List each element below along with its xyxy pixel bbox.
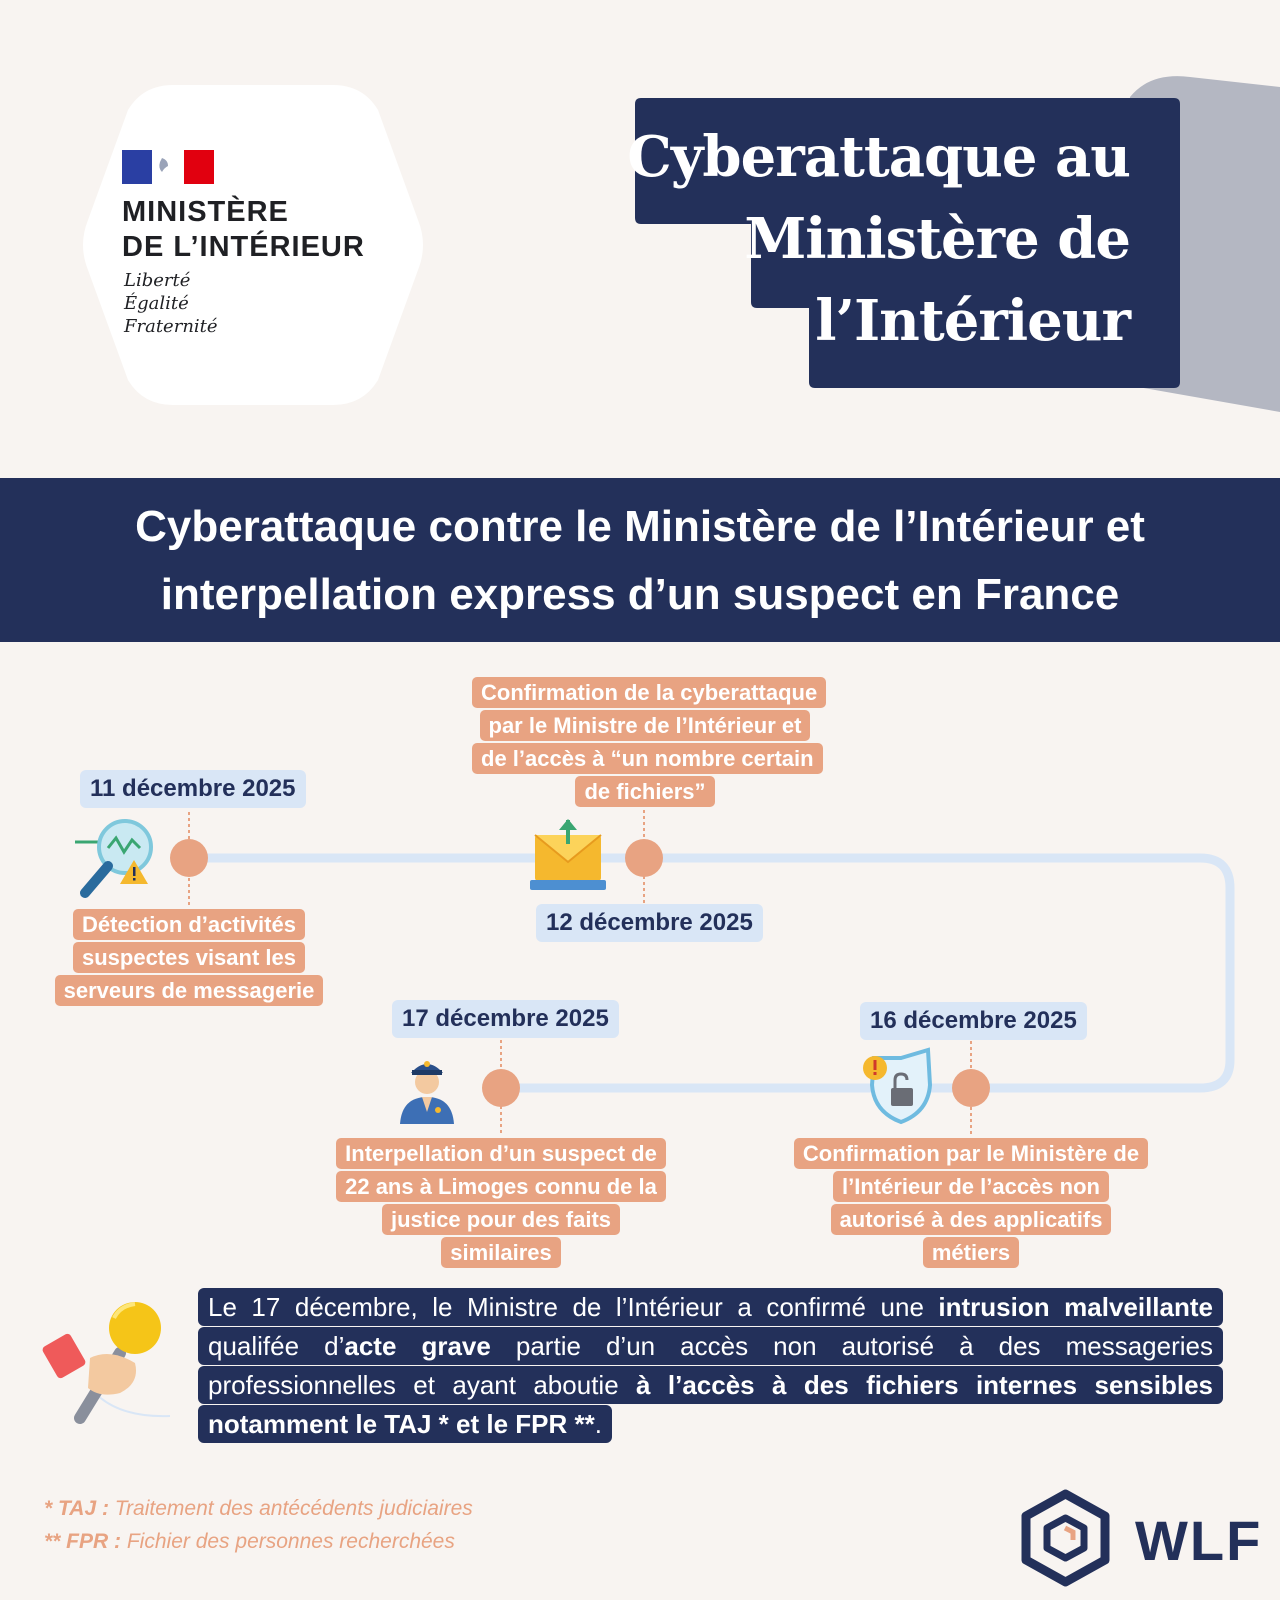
timeline-node-1 xyxy=(170,839,208,877)
wlf-brand-text: WLF xyxy=(1135,1509,1263,1572)
footnote-taj: * TAJ : Traitement des antécédents judiciaires xyxy=(44,1497,473,1520)
date-tag-3: 16 décembre 2025 xyxy=(860,1002,1087,1040)
marianne-flag-logo xyxy=(122,150,214,184)
shield-lock-icon xyxy=(863,1050,930,1122)
microphone-icon xyxy=(40,1298,180,1428)
event-text-4: Interpellation d’un suspect de 22 ans à Limoges connu de la justice pour des faits similaires xyxy=(334,1137,668,1269)
event-text-1: Détection d’activités suspectes visant les serveurs de messagerie xyxy=(30,908,348,1007)
timeline-node-2 xyxy=(625,839,663,877)
headline-banner xyxy=(0,478,1280,642)
summary-box xyxy=(198,1288,1223,1444)
date-tag-2: 12 décembre 2025 xyxy=(536,904,763,942)
mail-upload-icon xyxy=(530,819,606,890)
timeline-node-3 xyxy=(952,1069,990,1107)
headline-line-2: interpellation express d’un suspect en France xyxy=(160,570,1120,619)
summary-text: Le 17 décembre, le Ministre de l’Intérieur a confirmé une intrusion malveillante qualifée d’acte grave partie d’un accès non autorisé à des messageries professionnelles et ayant aboutie à l’accès à des fichiers internes sensibles notamment le TAJ * et le FPR **. xyxy=(198,1288,1223,1444)
event-text-3: Confirmation par le Ministère de l’Intérieur de l’accès non autorisé à des applicatifs métiers xyxy=(792,1137,1150,1269)
motto-fraternite: Fraternité xyxy=(124,316,218,337)
wlf-hexagon-logo xyxy=(1018,1488,1113,1588)
magnifier-warning-icon xyxy=(75,821,151,893)
title-line-2: Ministère de xyxy=(744,206,1130,272)
title-line-1: Cyberattaque au xyxy=(627,124,1130,190)
date-tag-1: 11 décembre 2025 xyxy=(80,770,306,808)
police-officer-icon xyxy=(400,1061,454,1124)
headline-line-1: Cyberattaque contre le Ministère de l’Intérieur et xyxy=(135,502,1145,551)
motto-egalite: Égalité xyxy=(124,293,189,314)
date-tag-4: 17 décembre 2025 xyxy=(392,1000,619,1038)
event-text-2: Confirmation de la cyberattaque par le Ministre de l’Intérieur et de l’accès à “un nombre certain de fichiers” xyxy=(472,676,818,808)
timeline-node-4 xyxy=(482,1069,520,1107)
ministry-name-line1: MINISTÈRE xyxy=(122,196,289,228)
title-line-3: l’Intérieur xyxy=(815,288,1130,354)
footnote-fpr: ** FPR : Fichier des personnes recherchées xyxy=(44,1530,455,1553)
motto-liberte: Liberté xyxy=(124,270,191,291)
ministry-name-line2: DE L’INTÉRIEUR xyxy=(122,231,365,263)
